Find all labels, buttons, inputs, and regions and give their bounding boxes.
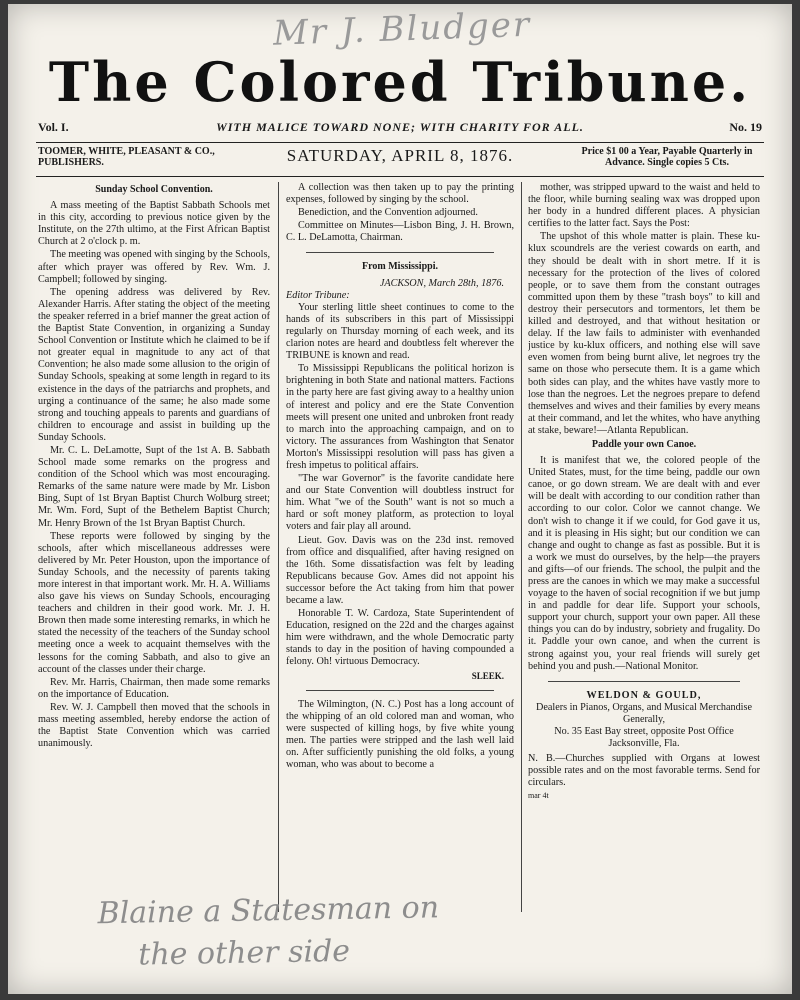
article-paragraph: Benediction, and the Convention adjourned. (298, 207, 478, 219)
article-paragraph: Rev. Mr. Harris, Chairman, then made some remarks on the importance of Education. (38, 676, 270, 700)
handwritten-signature: Mr J. Bludger (272, 4, 532, 54)
ad-address: No. 35 East Bay street, opposite Post Office (554, 726, 734, 738)
price-note: Price $1 00 a Year, Payable Quarterly in Advance. Single copies 5 Cts. (581, 146, 753, 168)
column-3 (528, 182, 760, 884)
article-paragraph: Rev. W. J. Campbell then moved that the schools in mass meeting assembled, hereby endorse the action of the Baptist State Convention which was carried unanimously. (38, 701, 270, 750)
dateline: JACKSON, March 28th, 1876. (379, 277, 504, 289)
article-paragraph: Honorable T. W. Cardoza, State Superintendent of Education, resigned on the 22d and the charges against him were withdrawn, and the whole Democratic party stands to day in the position of having compounded a felony. Oh! virtuous Democracy. (286, 608, 514, 668)
salutation: Editor Tribune: (286, 289, 350, 301)
column-2 (286, 182, 514, 884)
issue-date: SATURDAY, APRIL 8, 1876. (286, 146, 514, 165)
column-divider (278, 182, 279, 912)
article-paragraph: Lieut. Gov. Davis was on the 23d inst. removed from office and disqualified, after having resigned on the 16th. Some dissatisfaction was felt by leading Republicans because Gov. Ames did not appoint his successor before the Act taking from him that power became a law. (286, 534, 514, 606)
article-paragraph: A mass meeting of the Baptist Sabbath Schools met in this city, according to previous notice given by the Institute, on the 27th ultimo, at the First African Baptist Church at 2 o'clock p. m. (38, 200, 270, 248)
handwritten-line: the other side (138, 933, 351, 973)
volume-label: Vol. I. (38, 120, 69, 134)
publisher-row (38, 146, 762, 174)
header-rule (36, 142, 764, 143)
article-paragraph: The meeting was opened with singing by the Schools, after which prayer was offered by Rev. Wm. J. Campbell; followed by singing. (38, 249, 270, 285)
column-divider (521, 182, 522, 912)
article-paragraph: The Wilmington, (N. C.) Post has a long account of the whipping of an old colored man and woman, who were suspected of killing hogs, by five white young men. The parties were stripped and the lash well laid on. After sufficiently punishing the old folks, a young woman, who was about to become a (286, 698, 514, 771)
header-rule-lower (36, 176, 764, 177)
article-separator (548, 681, 740, 682)
volume-row (38, 120, 762, 140)
ad-code: mar 4t (528, 790, 549, 800)
article-paragraph: Your sterling little sheet continues to come to the hands of its subscribers in this part of Mississippi regularly on Thursday morning of each week, and its clarion notes are heard and doubtless felt wherever the TRIBUNE is known and read. (286, 301, 514, 362)
article-paragraph: mother, was stripped upward to the waist and held to the floor, while burning sealing wax was dropped upon her body in a hundred different places. A physician certifies to the latter fact. Says the Post: (528, 182, 760, 230)
article-separator (306, 252, 494, 253)
letter-signature: SLEEK. (471, 670, 504, 681)
motto: WITH MALICE TOWARD NONE; WITH CHARITY FOR ALL. (216, 120, 584, 134)
masthead-title: The Colored Tribune. (48, 50, 752, 114)
article-paragraph: A collection was then taken up to pay the printing expenses, followed by singing by the school. (286, 182, 514, 206)
column-1 (38, 182, 270, 884)
ad-line: Dealers in Pianos, Organs, and Musical Merchandise Generally, (536, 701, 752, 725)
article-heading: Paddle your own Canoe. (591, 438, 697, 450)
article-heading: From Mississippi. (362, 261, 438, 273)
ad-note: N. B.—Churches supplied with Organs at lowest possible rates and on the most favorable terms. Send for circulars. (528, 753, 760, 789)
handwritten-line: Blaine a Statesman on (97, 890, 440, 932)
article-paragraph: "The war Governor" is the favorite candidate here and our State Convention will doubtless instruct for him. What "we of the South" want is not so much a hard or soft money platform, as protection to loyal voters and fair play all around. (286, 473, 514, 533)
article-paragraph: To Mississippi Republicans the political horizon is brightening in both State and national matters. Factions in the party here are fast giving away to a healthy union of interest and policy and ere the State Convention meets will present one united and unbroken front ready to march into the approaching campaign, and on to victory. The assurances from Washington that Senator Morton's Mississippi resolution will pass has given a fresh impetus to political affairs. (286, 363, 514, 471)
article-paragraph: Mr. C. L. DeLamotte, Supt of the 1st A. B. Sabbath School made some remarks on the progress and condition of the School which was most encouraging. Remarks of the same nature were made by Mr. Lisbon Bing, Supt of 1st Bryan Baptist Church Wolburg street; Mr. Wm. Ford, Supt of the Bethelem Baptist Church; Mr. Henry Brown of the 1st Bryan Baptist Church. (38, 444, 270, 529)
article-paragraph: The opening address was delivered by Rev. Alexander Harris. After stating the object of the meeting the speaker referred in a brief manner the great action of the Baptist State Convention, in organizing a Sunday School Convention or Institute which he claimed to be if not greater equal in magnitude to any act of that Convention; he also made some allusion to the origin of Sunday Schools, speaking at some length in regard to its existence in the days of the patriarchs and prophets, and urging a continuance of the same; he also made some strong and touching appeals to parents and guardians of children to encourage and assist in building up the Sunday Schools. (38, 286, 270, 443)
article-paragraph: These reports were followed by singing by the schools, after which miscellaneous addresses were delivered by Mr. Peter Houston, upon the importance of Sunday Schools, and the necessity of parents taking more interest in that important work. Mr. H. A. Williams also gave his views on Sunday Schools, encouraging teachers and children in their good work. Mr. J. H. Brown then made some interesting remarks, in which he stated the necessity of the teachers of the Sunday school meeting once a week to acquaint themselves with the lessons for the coming Sabbath, and also to give an account of the classes under their charge. (38, 530, 270, 675)
ad-city: Jacksonville, Fla. (608, 738, 680, 750)
ad-business-name: WELDON & GOULD, (586, 689, 702, 701)
article-paragraph: Committee on Minutes—Lisbon Bing, J. H. Brown, C. L. DeLamotta, Chairman. (286, 220, 514, 244)
handwritten-note (97, 883, 698, 983)
advertisement (528, 690, 760, 802)
article-heading: Sunday School Convention. (95, 184, 213, 195)
issue-number: No. 19 (729, 120, 762, 134)
article-separator (306, 690, 494, 691)
article-paragraph: It is manifest that we, the colored people of the United States, must, for the time being, paddle our own canoe, or go down stream. We are dealt with and ever will be dealt with according to our condition rather than according to our color. Color we cannot change. We don't wish to change it if we could, for God gave it us, and it is pleasing in His sight; but our condition we can change and ought to change as fast as possible. But it is a work we must do ourselves, by the help—the prayers and gifts—of our friends. The school, the pulpit and the press are the canoes in which we may make a successful voyage to the haven of social recognition if we but jump in and paddle for dear life. Support your schools, support your church, support your own paper. All these things you can do by industry, sobriety and frugality. Do it. Paddle your own canoe, and when the current is strong against you, your real friends will surely get behind you and push.—National Monitor. (528, 455, 760, 672)
publishers: TOOMER, WHITE, PLEASANT & CO., PUBLISHERS. (38, 146, 215, 168)
newspaper-page (8, 4, 792, 994)
article-paragraph: The upshot of this whole matter is plain. These ku-klux scoundrels are the veriest cowards on earth, and they should be dealt with in short metre. If it is necessary for the protection of the lives of colored people, or to save them from the constant outrages committed upon them by these "trash boys" to kill and destroy their persecutors and tormentors, let them be killed and destroyed, and that without hesitation or delay. If the law fails to administer with evenhanded justice by ku-klux officers, and nothing else will save even women from being burnt alive, let negroes try the same on those who persecute them. It is a game which both sides can play, and the whites have vastly more to lose than the negroes. Let the negroes prepare to defend themselves and wives and their families by every means at their command, and let the whites, who have anything at stake, beware!—Atlanta Republican. (528, 231, 760, 436)
